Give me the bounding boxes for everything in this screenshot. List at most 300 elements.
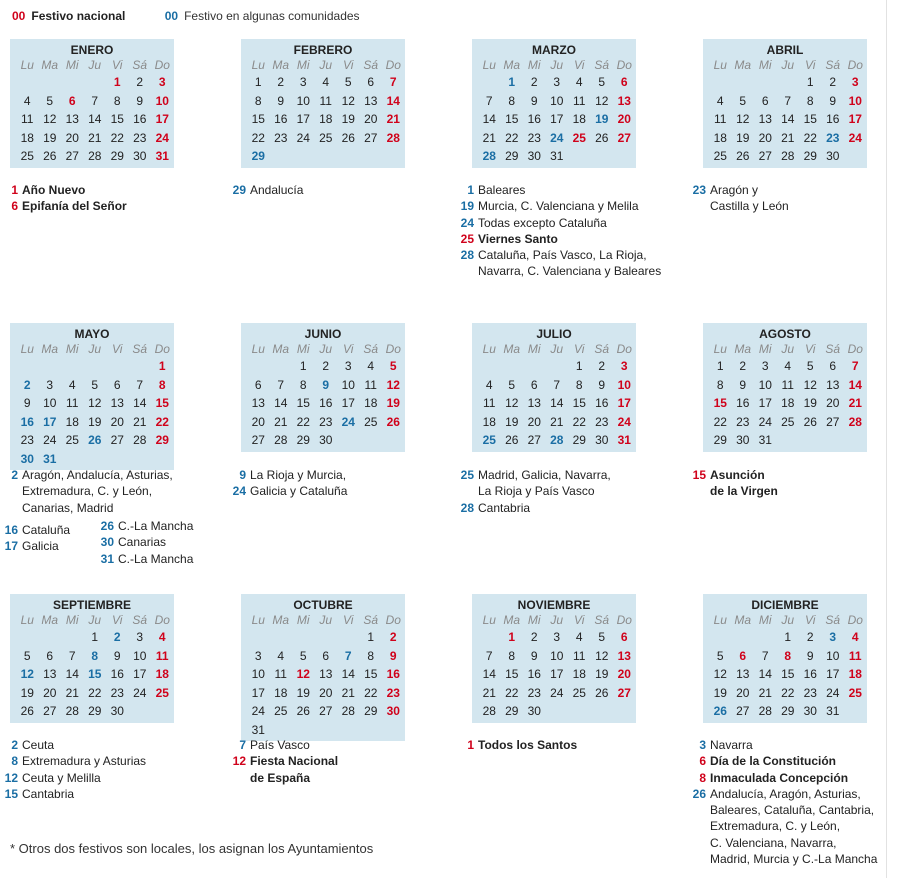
weekday-label: Vi (343, 613, 354, 627)
calendar-week (472, 92, 636, 111)
calendar-day: 12 (595, 93, 609, 108)
weekday-label: Do (385, 342, 401, 356)
calendar-day: 18 (20, 130, 34, 145)
calendar-day: 25 (155, 685, 169, 700)
holiday-day-number: 31 (100, 551, 114, 566)
empty-day (709, 73, 732, 92)
calendar-day: 19 (296, 685, 310, 700)
calendar-day: 26 (20, 704, 34, 718)
calendar-day: 21 (758, 685, 772, 700)
empty-day (270, 628, 293, 647)
holiday-day-number: 28 (460, 248, 474, 263)
calendar-day: 26 (505, 433, 519, 447)
calendar-day: 14 (386, 93, 400, 108)
weekday-label: Ma (272, 342, 290, 356)
empty-day (501, 357, 524, 376)
calendar-day: 3 (254, 648, 262, 663)
weekday-header (10, 341, 174, 357)
calendar-day: 6 (829, 359, 837, 373)
calendar-week (241, 647, 405, 666)
weekday-label: Vi (112, 342, 123, 356)
holiday-note (688, 786, 877, 867)
calendar-day: 1 (367, 630, 375, 644)
calendar-day: 15 (803, 112, 817, 126)
calendar-day: 30 (736, 433, 750, 447)
weekday-label: Do (385, 58, 401, 72)
calendar-day: 1 (299, 359, 307, 373)
calendar-day: 26 (713, 704, 727, 718)
calendar-day: 6 (620, 75, 628, 89)
calendar-day: 30 (803, 704, 817, 718)
holiday-day-number: 9 (239, 468, 246, 482)
calendar-day: 19 (713, 685, 727, 700)
month-title: ENERO (70, 43, 114, 57)
weekday-label: Mi (296, 58, 310, 72)
calendar-day: 24 (550, 685, 564, 700)
weekday-label: Sá (363, 342, 379, 356)
empty-day (360, 431, 383, 450)
weekday-label: Lu (251, 342, 265, 356)
calendar-day: 22 (364, 685, 378, 700)
calendar-agosto (703, 323, 867, 452)
holiday-day-number: 17 (4, 539, 18, 554)
calendar-day: 30 (319, 433, 333, 447)
calendar-day: 13 (43, 667, 57, 681)
calendar-day: 6 (761, 93, 769, 108)
calendar-day: 12 (20, 667, 34, 681)
calendar-day: 17 (155, 112, 169, 126)
weekday-header (703, 612, 867, 628)
calendar-day: 20 (736, 685, 750, 700)
calendar-day: 12 (88, 396, 102, 410)
holiday-day-number: 25 (460, 468, 474, 482)
weekday-header (703, 57, 867, 73)
empty-day (39, 73, 62, 92)
calendar-day: 29 (296, 433, 310, 447)
calendar-day: 29 (505, 704, 519, 718)
calendar-day: 14 (781, 112, 795, 126)
weekday-label: Ma (734, 613, 752, 627)
calendar-day: 21 (341, 685, 355, 700)
weekday-label: Ma (503, 342, 521, 356)
calendar-day: 16 (803, 667, 817, 681)
calendar-day: 23 (527, 130, 541, 145)
calendar-day: 7 (91, 93, 99, 108)
calendar-day: 31 (43, 451, 57, 466)
weekday-label: Sá (825, 58, 841, 72)
holiday-description: Asunción de la Virgen (710, 468, 778, 499)
holiday-note (688, 182, 789, 215)
calendar-day: 23 (20, 433, 34, 447)
holiday-day-number: 28 (460, 500, 474, 515)
empty-day (84, 450, 107, 469)
calendar-day: 8 (91, 648, 99, 663)
calendar-week (703, 702, 867, 721)
calendar-day: 16 (826, 112, 840, 126)
calendar-day: 5 (598, 75, 606, 89)
weekday-label: Ma (272, 58, 290, 72)
calendar-day: 27 (617, 130, 631, 145)
holiday-note (96, 551, 193, 567)
calendar-day: 11 (573, 648, 586, 663)
calendar-day: 4 (716, 93, 724, 108)
calendar-day: 17 (758, 396, 772, 410)
weekday-header (703, 341, 867, 357)
calendar-day: 13 (617, 93, 631, 108)
empty-day (382, 431, 405, 450)
calendar-day: 13 (826, 377, 840, 392)
empty-day (844, 431, 867, 450)
holiday-day-number: 24 (232, 484, 246, 499)
calendar-week (703, 684, 867, 703)
calendar-day: 12 (43, 112, 57, 126)
calendar-day: 19 (736, 130, 750, 145)
calendar-day: 21 (848, 396, 862, 410)
calendar-day: 9 (277, 93, 285, 108)
weekday-label: Lu (482, 613, 496, 627)
calendar-week (10, 376, 174, 395)
weekday-label: Lu (713, 58, 727, 72)
calendar-julio (472, 323, 636, 452)
empty-day (106, 450, 129, 469)
weekday-label: Ma (734, 58, 752, 72)
holiday-day-number: 26 (100, 519, 114, 533)
calendar-day: 8 (716, 377, 724, 392)
calendar-day: 14 (65, 667, 79, 681)
holiday-note (0, 737, 146, 753)
weekday-label: Do (847, 613, 863, 627)
weekday-label: Ma (734, 342, 752, 356)
weekday-label: Ju (319, 613, 333, 627)
calendar-day: 2 (739, 359, 747, 373)
calendar-day: 9 (530, 93, 538, 108)
notes-diciembre (688, 737, 877, 867)
calendar-day: 2 (389, 630, 397, 644)
calendar-day: 23 (133, 130, 147, 145)
calendar-day: 30 (133, 149, 147, 163)
month-title: OCTUBRE (293, 598, 353, 612)
weekday-label: Do (154, 613, 170, 627)
holiday-description: Cantabria (478, 500, 531, 515)
empty-day (360, 147, 383, 166)
weekday-label: Ma (503, 58, 521, 72)
empty-day (270, 357, 293, 376)
calendar-day: 18 (319, 112, 333, 126)
weekday-label: Lu (20, 342, 34, 356)
calendar-day: 5 (389, 359, 397, 373)
calendar-day: 14 (758, 667, 772, 681)
calendar-day: 31 (617, 433, 631, 447)
calendar-day: 27 (43, 704, 57, 718)
calendar-day: 25 (482, 433, 496, 447)
calendar-day: 29 (110, 149, 124, 163)
calendar-week (241, 110, 405, 129)
notes-febrero (228, 182, 303, 198)
weekday-label: Ju (550, 342, 564, 356)
calendar-day: 30 (527, 149, 541, 163)
calendar-day: 22 (296, 414, 310, 429)
holiday-description: Día de la Constitución (710, 754, 837, 769)
empty-day (754, 628, 777, 647)
calendar-day: 30 (110, 704, 124, 718)
calendar-day: 18 (364, 396, 378, 410)
calendar-day: 1 (158, 359, 166, 373)
weekday-header (241, 341, 405, 357)
holiday-description: La Rioja y Murcia, (250, 468, 347, 482)
calendar-day: 11 (848, 648, 862, 663)
calendar-day: 16 (736, 396, 750, 410)
weekday-label: Lu (482, 342, 496, 356)
weekday-label: Ma (41, 342, 59, 356)
calendar-enero (10, 39, 174, 168)
calendar-day: 21 (386, 112, 400, 126)
holiday-note (0, 786, 146, 802)
calendar-day: 29 (251, 149, 265, 163)
notes-abril (688, 182, 789, 215)
month-title: ABRIL (766, 43, 804, 57)
page-divider (886, 0, 887, 878)
holiday-day-number: 23 (692, 183, 706, 197)
weekday-label: Sá (132, 58, 148, 72)
notes-junio (228, 467, 347, 500)
calendar-day: 25 (20, 149, 34, 163)
calendar-day: 11 (714, 112, 727, 126)
holiday-note (0, 770, 146, 786)
calendar-week (472, 376, 636, 395)
calendar-day: 15 (251, 112, 265, 126)
calendar-day: 26 (88, 433, 102, 447)
empty-day (84, 73, 107, 92)
calendar-week (472, 628, 636, 647)
calendar-week (703, 431, 867, 450)
calendar-day: 12 (386, 377, 400, 392)
calendar-day: 3 (761, 359, 769, 373)
holiday-description: Madrid, Galicia, Navarra, La Rioja y País Vasco (478, 468, 611, 499)
calendar-week (241, 92, 405, 111)
notes-julio (456, 467, 611, 516)
calendar-day: 15 (88, 667, 102, 681)
calendar-day: 25 (572, 130, 586, 145)
calendar-week (703, 413, 867, 432)
calendar-day: 18 (781, 396, 795, 410)
calendar-day: 29 (88, 704, 102, 718)
weekday-label: Mi (296, 342, 310, 356)
calendar-day: 12 (736, 112, 750, 126)
empty-day (61, 628, 84, 647)
holiday-day-number: 16 (4, 523, 18, 537)
empty-day (129, 702, 152, 721)
empty-day (546, 357, 569, 376)
calendar-day: 6 (620, 630, 628, 644)
calendar-day: 23 (527, 685, 541, 700)
calendar-day: 14 (341, 667, 355, 681)
calendar-week (10, 702, 174, 721)
calendar-junio (241, 323, 405, 452)
calendar-day: 21 (274, 414, 288, 429)
calendar-week (241, 431, 405, 450)
calendar-day: 23 (319, 414, 333, 429)
holiday-note (456, 215, 661, 231)
calendar-day: 3 (46, 377, 54, 392)
calendar-day: 23 (386, 685, 400, 700)
empty-day (151, 450, 174, 469)
calendar-week (472, 413, 636, 432)
weekday-label: Ma (41, 613, 59, 627)
empty-day (568, 702, 591, 721)
empty-day (151, 702, 174, 721)
calendar-day: 27 (319, 704, 333, 718)
calendar-day: 6 (113, 377, 121, 392)
weekday-label: Vi (805, 613, 816, 627)
calendar-day: 6 (739, 648, 747, 663)
calendar-day: 29 (155, 433, 169, 447)
calendar-week (703, 73, 867, 92)
legend-regional (165, 8, 360, 24)
empty-day (732, 73, 755, 92)
calendar-day: 12 (803, 377, 817, 392)
calendar-week (10, 413, 174, 432)
calendar-day: 24 (758, 414, 772, 429)
weekday-header (472, 57, 636, 73)
holiday-day-number: 24 (460, 215, 474, 230)
calendar-day: 14 (88, 112, 102, 126)
calendar-day: 9 (806, 648, 814, 663)
holiday-day-number: 26 (692, 786, 706, 801)
holiday-description: Aragón y Castilla y León (710, 183, 789, 214)
calendar-day: 6 (322, 648, 330, 663)
weekday-label: Vi (574, 613, 585, 627)
holiday-description: Ceuta y Melilla (22, 770, 101, 785)
holiday-day-number: 15 (692, 468, 706, 482)
calendar-day: 3 (136, 630, 144, 644)
empty-day (844, 702, 867, 721)
calendar-day: 22 (713, 414, 727, 429)
calendar-day: 13 (736, 667, 750, 681)
calendar-day: 4 (575, 630, 583, 644)
calendar-day: 7 (553, 377, 561, 392)
calendar-day: 16 (319, 396, 333, 410)
calendar-day: 2 (136, 75, 144, 89)
calendar-day: 11 (274, 667, 287, 681)
calendar-day: 19 (803, 396, 817, 410)
calendar-day: 7 (68, 648, 76, 663)
weekday-header (472, 612, 636, 628)
holiday-description: C.-La Mancha (118, 551, 194, 566)
calendar-day: 27 (527, 433, 541, 447)
calendar-day: 10 (341, 377, 355, 392)
calendar-day: 1 (113, 75, 121, 89)
calendar-day: 16 (527, 667, 541, 681)
weekday-label: Mi (527, 342, 541, 356)
holiday-description: C.-La Mancha (118, 519, 194, 533)
calendar-day: 5 (508, 377, 516, 392)
calendar-day: 8 (158, 377, 166, 392)
calendar-day: 10 (251, 667, 265, 681)
calendar-week (472, 129, 636, 148)
calendar-day: 30 (826, 149, 840, 163)
weekday-label: Vi (343, 58, 354, 72)
calendar-day: 10 (617, 377, 631, 392)
empty-day (777, 431, 800, 450)
calendar-day: 21 (781, 130, 795, 145)
holiday-description: Todos los Santos (478, 738, 578, 752)
calendar-day: 22 (572, 414, 586, 429)
calendar-day: 22 (155, 414, 169, 429)
calendar-abril (703, 39, 867, 168)
calendar-day: 28 (274, 433, 288, 447)
weekday-header (10, 57, 174, 73)
calendar-day: 18 (65, 414, 79, 429)
holiday-day-number: 12 (4, 770, 18, 785)
calendar-day: 31 (826, 704, 840, 718)
calendar-day: 5 (23, 648, 31, 663)
holiday-note (688, 467, 778, 500)
empty-day (247, 628, 270, 647)
calendar-week (10, 110, 174, 129)
calendar-day: 17 (296, 112, 310, 126)
calendar-day: 28 (482, 149, 496, 163)
calendar-day: 22 (803, 130, 817, 145)
weekday-label: Do (154, 342, 170, 356)
holiday-note (96, 518, 193, 534)
weekday-label: Sá (825, 342, 841, 356)
holiday-note (228, 483, 347, 499)
empty-day (546, 702, 569, 721)
calendar-day: 24 (826, 685, 840, 700)
calendar-week (241, 665, 405, 684)
calendar-day: 7 (851, 359, 859, 373)
calendar-week (703, 628, 867, 647)
calendar-day: 30 (386, 704, 400, 718)
empty-day (337, 431, 360, 450)
calendar-day: 10 (133, 648, 147, 663)
calendar-day: 3 (553, 630, 561, 644)
calendar-septiembre (10, 594, 174, 723)
holiday-description: País Vasco (250, 738, 310, 752)
weekday-label: Ma (272, 613, 290, 627)
calendar-day: 14 (133, 396, 147, 410)
calendar-day: 10 (43, 396, 57, 410)
empty-day (732, 628, 755, 647)
calendar-day: 21 (133, 414, 147, 429)
legend-regional-label: Festivo en algunas comunidades (184, 9, 360, 23)
calendar-day: 2 (23, 377, 31, 392)
holiday-day-number: 2 (11, 738, 18, 752)
empty-day (523, 357, 546, 376)
empty-day (754, 73, 777, 92)
calendar-day: 4 (322, 75, 330, 89)
calendar-day: 22 (110, 130, 124, 145)
calendar-week (472, 147, 636, 166)
calendar-day: 19 (88, 414, 102, 429)
calendar-day: 23 (826, 130, 840, 145)
calendar-day: 16 (20, 414, 34, 429)
holiday-day-number: 19 (460, 199, 474, 214)
legend-national (12, 8, 125, 24)
weekday-label: Lu (20, 613, 34, 627)
calendar-day: 30 (527, 704, 541, 718)
calendar-week (10, 431, 174, 450)
calendar-day: 24 (133, 685, 147, 700)
empty-day (337, 628, 360, 647)
empty-day (337, 147, 360, 166)
holiday-description: Cataluña, País Vasco, La Rioja, Navarra, C. Valenciana y Baleares (478, 248, 662, 279)
calendar-day: 15 (296, 396, 310, 410)
holiday-note (228, 467, 347, 483)
calendar-day: 5 (716, 648, 724, 663)
weekday-label: Ju (319, 58, 333, 72)
calendar-week (241, 357, 405, 376)
